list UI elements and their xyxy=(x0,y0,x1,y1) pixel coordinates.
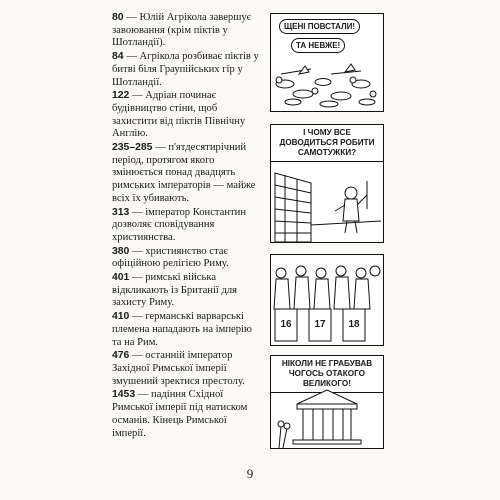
entry-text: — Юлій Агрікола завершує завоювання (крім піктів у Шотландії). xyxy=(112,12,252,49)
comic-panel-soldiers xyxy=(270,254,384,346)
entry-text: — германські варварські племена нападають на імперію та на Рим. xyxy=(112,311,252,348)
timeline-entry xyxy=(112,207,262,245)
comic-panel-temple xyxy=(270,355,384,449)
speech-bubble: ТА НЕВЖЕ! xyxy=(291,38,345,53)
year: 235–285 xyxy=(112,142,153,154)
timeline xyxy=(112,12,262,441)
timeline-entry xyxy=(112,12,262,50)
speech-bubble: ЩЕНІ ПОВСТАЛИ! xyxy=(279,19,360,34)
timeline-entry xyxy=(112,142,262,206)
shield-number: 16 xyxy=(280,319,292,330)
timeline-entry xyxy=(112,350,262,388)
timeline-entry xyxy=(112,90,262,141)
panel-caption: І ЧОМУ ВСЕ ДОВОДИТЬСЯ РОБИТИ САМОТУЖКИ? xyxy=(271,125,383,162)
wall-drawing xyxy=(271,125,383,242)
comic-panel-wall xyxy=(270,124,384,243)
timeline-entry xyxy=(112,51,262,89)
soldiers-drawing xyxy=(271,255,383,345)
year: 380 xyxy=(112,245,130,257)
timeline-entry xyxy=(112,246,262,271)
year: 401 xyxy=(112,272,130,284)
entry-text: — римські війська відкликають із Британії для захисту Риму. xyxy=(112,272,238,309)
timeline-entry xyxy=(112,311,262,349)
entry-text: — падіння Східної Римської імперії під натиском османів. Кінець Римської імперії. xyxy=(112,389,248,439)
panel-caption: НІКОЛИ НЕ ГРАБУВАВ ЧОГОСЬ ОТАКОГО ВЕЛИКОГО! xyxy=(271,356,383,393)
year: 410 xyxy=(112,311,130,323)
year: 84 xyxy=(112,51,124,63)
comic-panel-battlefield xyxy=(270,13,384,112)
shield-number: 17 xyxy=(314,319,326,330)
year: 1453 xyxy=(112,389,136,401)
entry-text: — п'ятдесятирічний період, протягом якого змінюється понад двадцять римських імператорів — майже всіх їх убивають. xyxy=(112,142,256,204)
entry-text: — християнство стає офіційною релігією Риму. xyxy=(112,245,229,270)
year: 476 xyxy=(112,350,130,362)
timeline-entry xyxy=(112,389,262,440)
temple-drawing xyxy=(271,356,383,448)
entry-text: — Адріан починає будівництво стіни, щоб захистити від піктів Північну Англію. xyxy=(112,90,246,140)
entry-text: — Агрікола розбиває піктів у битві біля Граупійських гір у Шотландії. xyxy=(112,51,259,88)
timeline-entry xyxy=(112,272,262,310)
shield-number: 18 xyxy=(348,319,360,330)
page-number: 9 xyxy=(246,466,254,481)
year: 313 xyxy=(112,206,130,218)
entry-text: — імператор Константин дозволяє сповідування християнства. xyxy=(112,206,247,243)
year: 122 xyxy=(112,90,130,102)
entry-text: — останній імператор Західної Римської імперії змушений зректися престолу. xyxy=(112,350,245,387)
comic-strip xyxy=(270,13,384,447)
year: 80 xyxy=(112,12,124,23)
